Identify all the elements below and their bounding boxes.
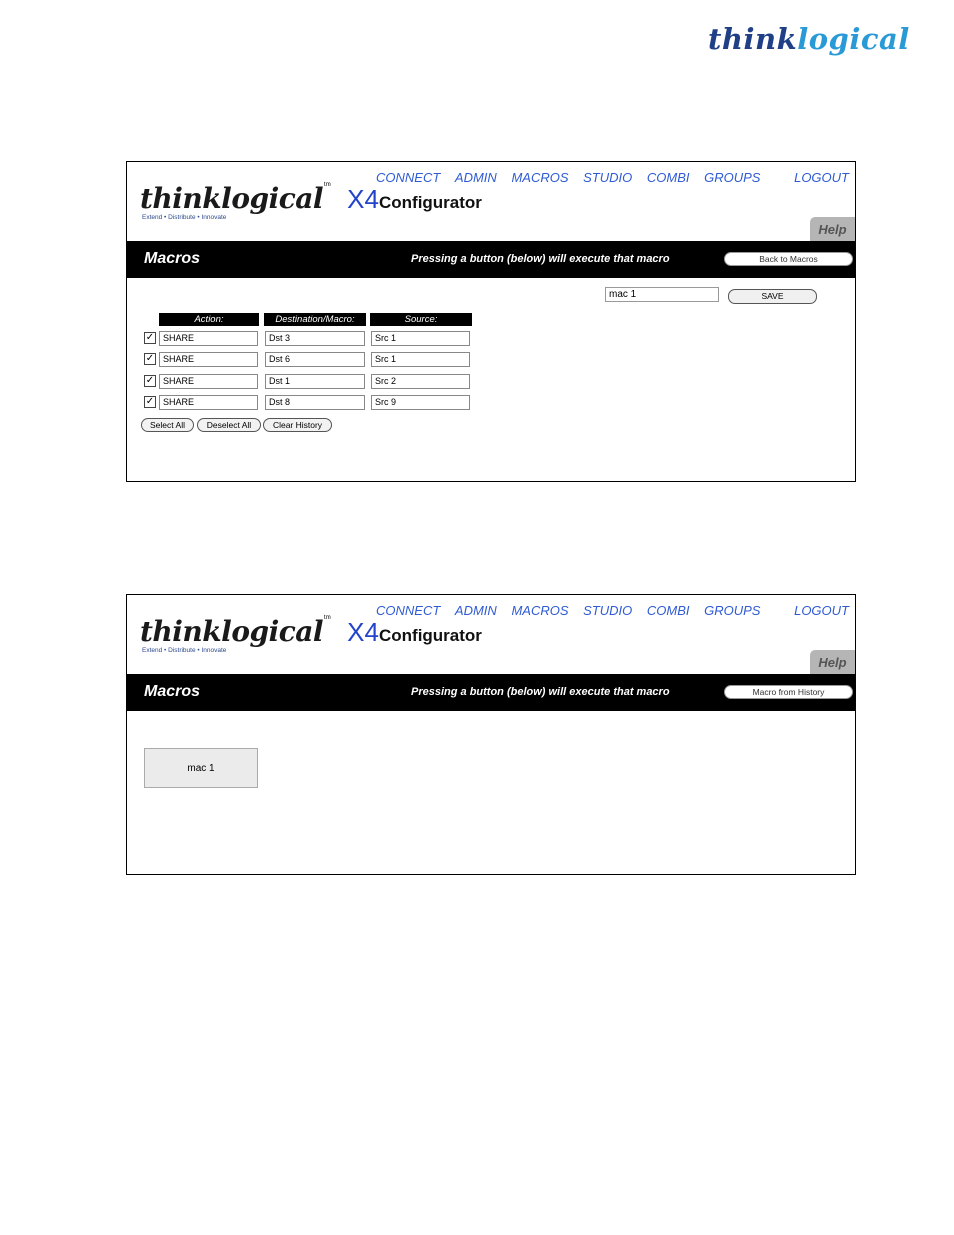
brand-name: thinklogical	[140, 182, 324, 215]
nav-combi[interactable]: COMBI	[646, 603, 690, 618]
nav-studio[interactable]: STUDIO	[583, 170, 633, 185]
macro-name-input[interactable]	[605, 287, 719, 302]
app-brand	[140, 182, 482, 215]
macro-from-history-button[interactable]: Macro from History	[724, 685, 853, 699]
row-checkbox[interactable]: ✓	[145, 332, 155, 343]
page-title: Macros	[144, 683, 201, 700]
nav-logout[interactable]: LOGOUT	[794, 170, 849, 185]
row-checkbox[interactable]: ✓	[145, 353, 155, 364]
help-tab[interactable]: Help	[810, 650, 855, 674]
nav-groups[interactable]: GROUPS	[704, 170, 761, 185]
back-to-macros-button[interactable]: Back to Macros	[724, 252, 853, 266]
nav-studio[interactable]: STUDIO	[583, 603, 633, 618]
page-header-bar	[127, 674, 855, 711]
column-header-destination: Destination/Macro:	[264, 313, 366, 326]
action-field[interactable]: SHARE	[159, 352, 258, 367]
destination-field[interactable]: Dst 6	[265, 352, 365, 367]
page-logo-logical: logical	[797, 22, 910, 56]
clear-history-button[interactable]: Clear History	[263, 418, 332, 432]
brand-name: thinklogical	[140, 615, 324, 648]
header-message: Pressing a button (below) will execute that macro	[411, 253, 670, 265]
select-all-button[interactable]: Select All	[141, 418, 194, 432]
nav-admin[interactable]: ADMIN	[454, 170, 497, 185]
macro-editor-screenshot	[126, 161, 856, 482]
nav-connect[interactable]: CONNECT	[376, 170, 441, 185]
brand-tagline: Extend • Distribute • Innovate	[142, 647, 227, 654]
brand-tm: tm	[324, 615, 331, 621]
source-field[interactable]: Src 1	[371, 331, 470, 346]
nav-macros[interactable]: MACROS	[511, 170, 569, 185]
nav-groups[interactable]: GROUPS	[704, 603, 761, 618]
source-field[interactable]: Src 9	[371, 395, 470, 410]
source-field[interactable]: Src 2	[371, 374, 470, 389]
nav-admin[interactable]: ADMIN	[454, 603, 497, 618]
brand-configurator: Configurator	[378, 626, 482, 645]
macro-list-screenshot	[126, 594, 856, 875]
source-field[interactable]: Src 1	[371, 352, 470, 367]
brand-tagline: Extend • Distribute • Innovate	[142, 214, 227, 221]
app-brand	[140, 615, 482, 648]
destination-field[interactable]: Dst 3	[265, 331, 365, 346]
nav-connect[interactable]: CONNECT	[376, 603, 441, 618]
page-logo-think: think	[708, 22, 798, 56]
action-field[interactable]: SHARE	[159, 331, 258, 346]
nav-logout[interactable]: LOGOUT	[794, 603, 849, 618]
nav-macros[interactable]: MACROS	[511, 603, 569, 618]
destination-field[interactable]: Dst 8	[265, 395, 365, 410]
row-checkbox[interactable]: ✓	[145, 375, 155, 386]
save-button[interactable]: SAVE	[728, 289, 817, 304]
deselect-all-button[interactable]: Deselect All	[197, 418, 261, 432]
macro-execute-button[interactable]: mac 1	[144, 748, 258, 788]
page-logo	[708, 22, 910, 56]
nav-combi[interactable]: COMBI	[646, 170, 690, 185]
brand-x4: X4	[347, 617, 379, 647]
brand-configurator: Configurator	[378, 193, 482, 212]
brand-tm: tm	[324, 182, 331, 188]
brand-x4: X4	[347, 184, 379, 214]
row-checkbox[interactable]: ✓	[145, 396, 155, 407]
destination-field[interactable]: Dst 1	[265, 374, 365, 389]
column-header-source: Source:	[370, 313, 472, 326]
action-field[interactable]: SHARE	[159, 374, 258, 389]
header-message: Pressing a button (below) will execute that macro	[411, 686, 670, 698]
help-tab[interactable]: Help	[810, 217, 855, 241]
action-field[interactable]: SHARE	[159, 395, 258, 410]
page-title: Macros	[144, 250, 201, 267]
page-header-bar	[127, 241, 855, 278]
column-header-action: Action:	[159, 313, 259, 326]
